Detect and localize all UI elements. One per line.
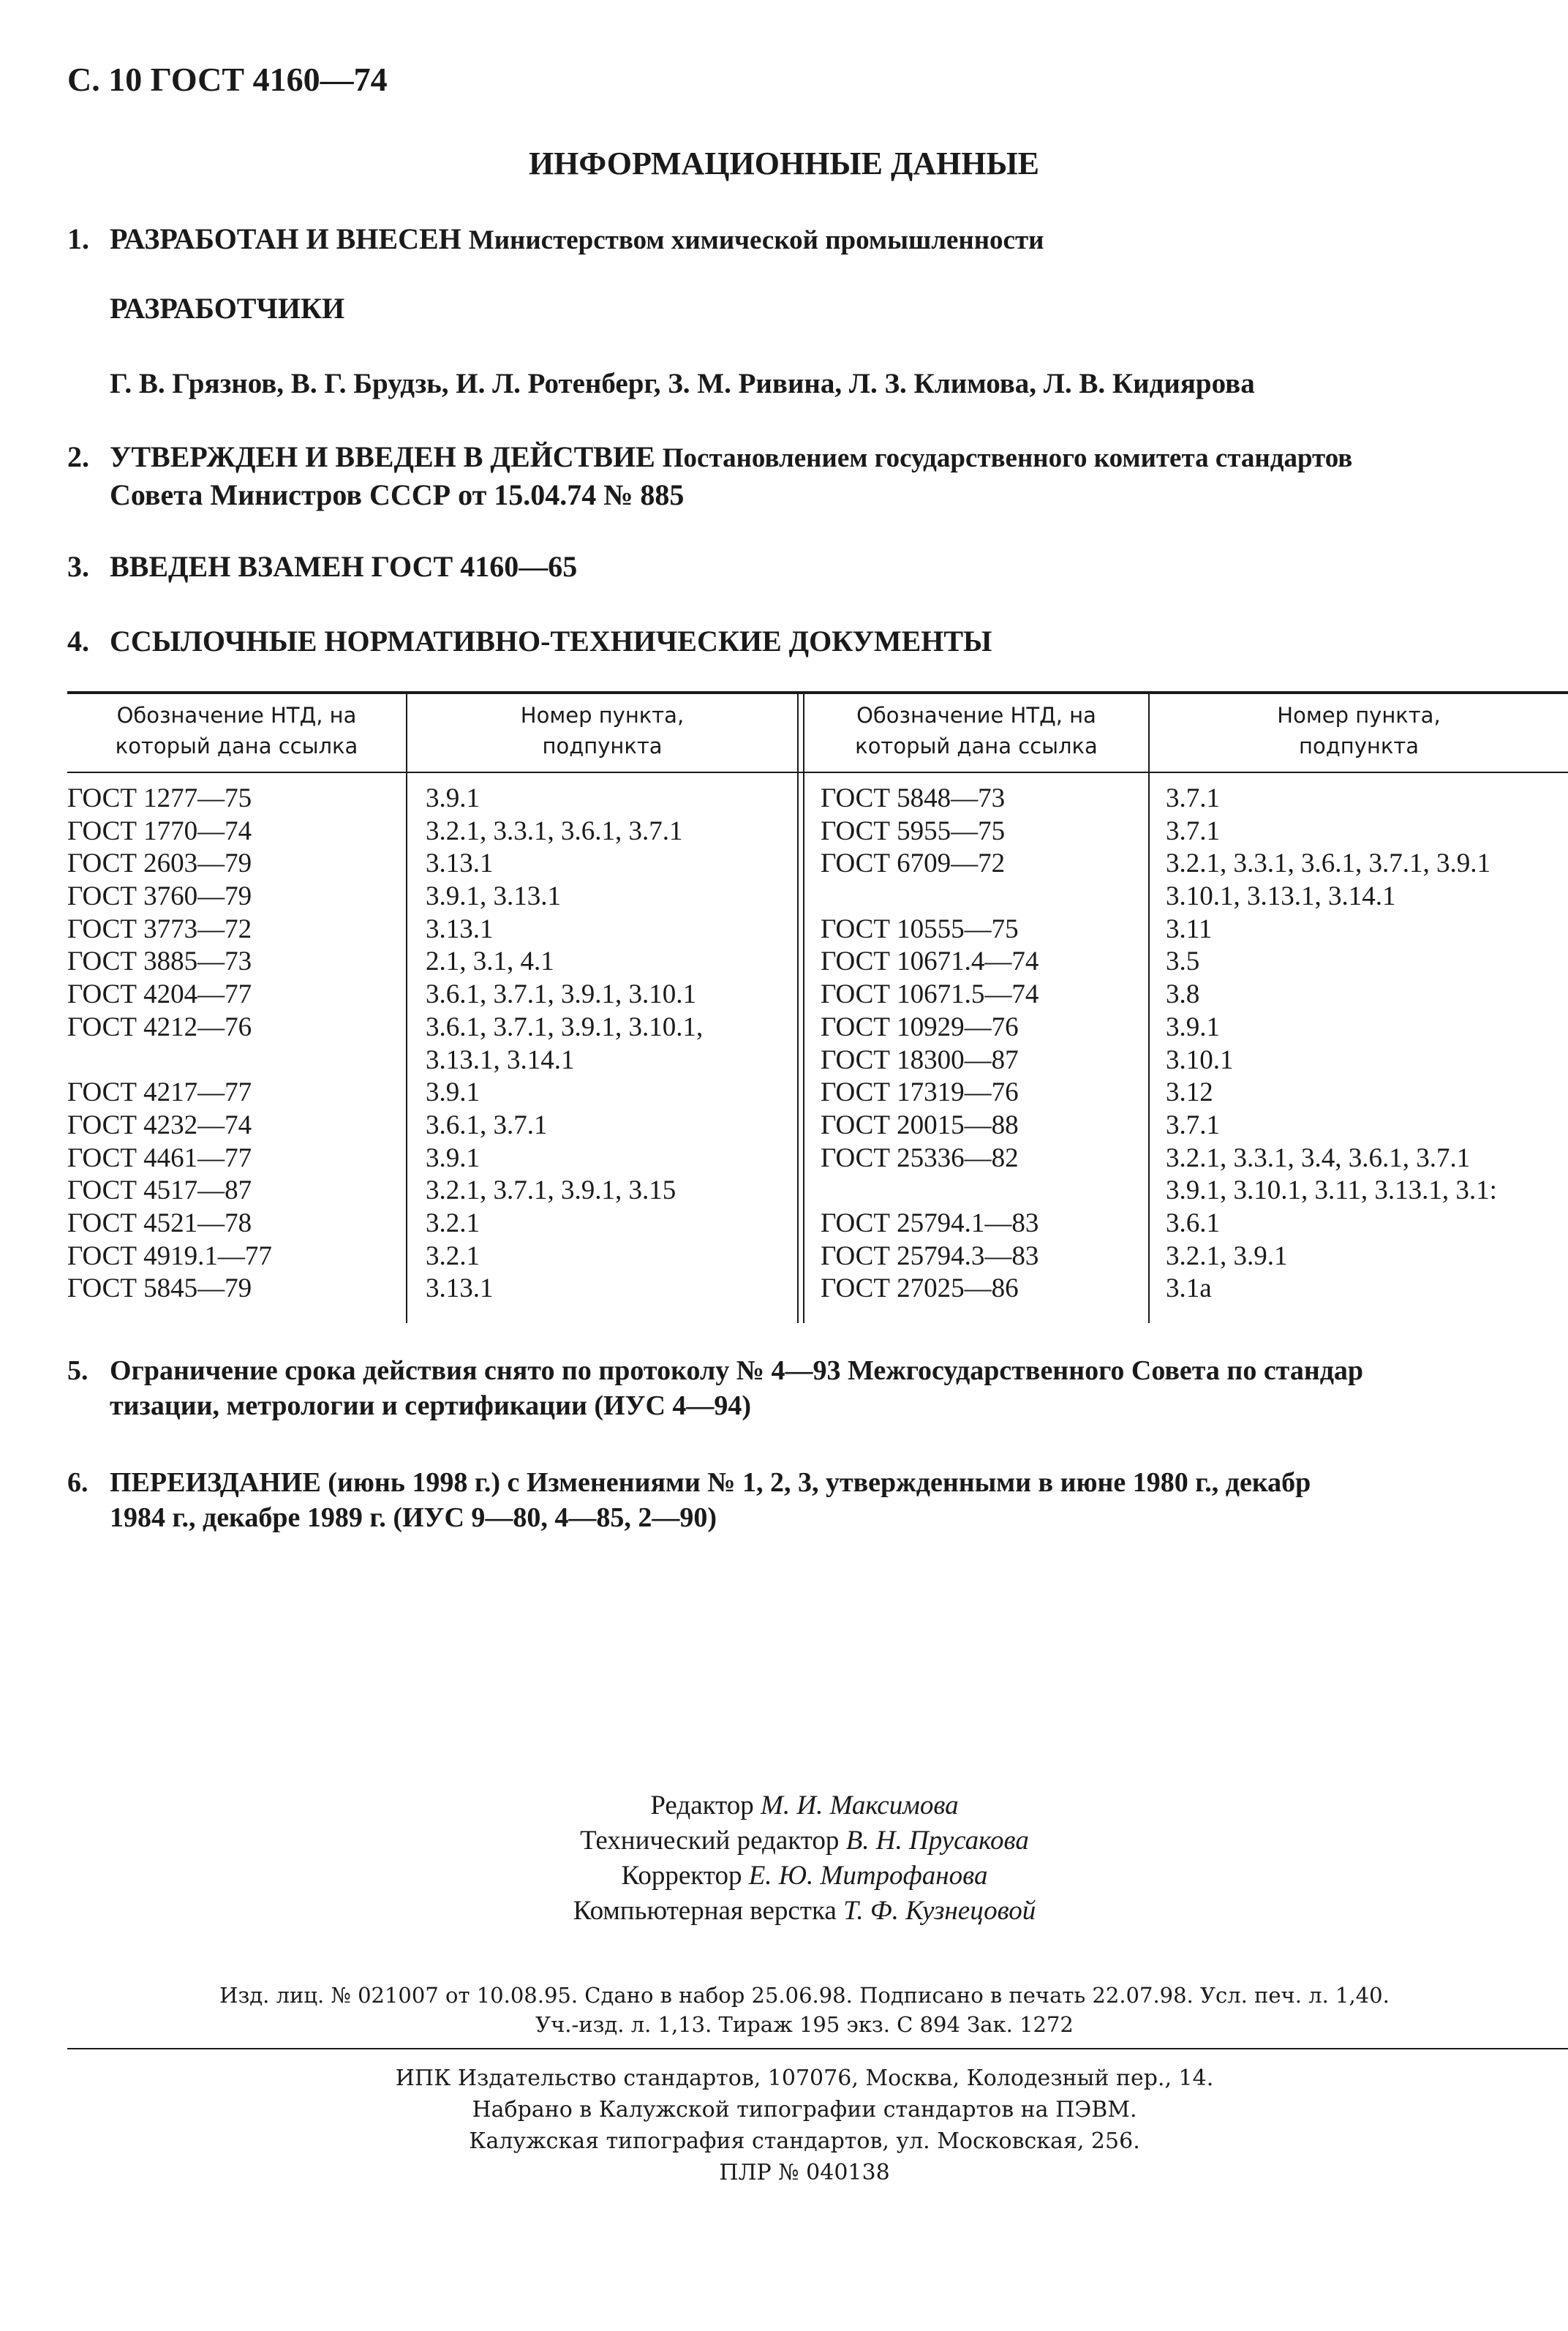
table-cell-doc: ГОСТ 5848—73 — [821, 783, 1006, 813]
table-cell-clause: 3.1а — [1166, 1273, 1212, 1304]
table-cell-doc — [821, 1175, 1039, 1208]
table-cell-doc: ГОСТ 4919.1—77 — [67, 1240, 272, 1271]
table-cell-doc: ГОСТ 6709—72 — [821, 848, 1006, 879]
section-title: ИНФОРМАЦИОННЫЕ ДАННЫЕ — [528, 146, 1040, 181]
table-cell-clause: 3.2.1, 3.7.1, 3.9.1, 3.15 — [426, 1175, 676, 1206]
table-cell-doc: ГОСТ 4204—77 — [67, 979, 252, 1010]
table-cell-clause: 3.13.1, 3.14.1 — [426, 1044, 575, 1075]
column-left-docs — [67, 783, 272, 1306]
table-cell-clause: 3.8 — [1166, 979, 1200, 1010]
table-cell-clause: 3.9.1, 3.10.1, 3.11, 3.13.1, 3.1: — [1166, 1175, 1497, 1206]
table-cell-doc: ГОСТ 10555—75 — [821, 914, 1019, 944]
item-text: ВВЕДЕН ВЗАМЕН ГОСТ 4160—65 — [110, 550, 578, 583]
table-top-rule — [67, 691, 1568, 694]
item-text: Ограничение срока действия снято по протоколу № 4—93 Межгосударственного Совета по стандар — [110, 1355, 1364, 1386]
item-3 — [67, 549, 1524, 585]
credit-name: Е. Ю. Митрофанова — [748, 1861, 988, 1891]
table-cell-clause: 3.13.1 — [426, 1273, 494, 1304]
table-cell-clause: 3.6.1, 3.7.1, 3.9.1, 3.10.1 — [426, 979, 696, 1010]
item-number: 5. — [67, 1355, 88, 1386]
table-cell-clause: 3.6.1 — [1166, 1208, 1220, 1238]
credit-tech-editor — [0, 1823, 1568, 1859]
item-2 — [67, 439, 1524, 513]
table-cell-doc: ГОСТ 17319—76 — [821, 1077, 1019, 1108]
item-text: ПЕРЕИЗДАНИЕ (июнь 1998 г.) с Изменениями № 1, 2, 3, утвержденными в июне 1980 г., декабр — [110, 1467, 1311, 1498]
table-cell-doc: ГОСТ 25794.1—83 — [821, 1208, 1039, 1238]
table-divider — [406, 691, 407, 1323]
table-cell-clause: 3.7.1 — [1166, 783, 1220, 813]
running-header: С. 10 ГОСТ 4160—74 — [67, 61, 388, 98]
table-divider — [803, 691, 804, 1323]
header-line: который дана ссылка — [855, 734, 1098, 758]
developers-heading: РАЗРАБОТЧИКИ — [110, 292, 345, 325]
table-cell-clause: 3.5 — [1166, 946, 1200, 977]
publisher-line: Калужская типография стандартов, ул. Московская, 256. — [469, 2128, 1140, 2154]
table-cell-clause: 3.2.1, 3.3.1, 3.6.1, 3.7.1 — [426, 816, 683, 846]
table-cell-doc: ГОСТ 3760—79 — [67, 881, 252, 912]
table-cell-clause: 3.9.1, 3.13.1 — [426, 881, 561, 912]
table-cell-clause: 3.11 — [1166, 914, 1213, 944]
table-cell-doc: ГОСТ 25794.3—83 — [821, 1240, 1039, 1271]
table-cell-doc: ГОСТ 1277—75 — [67, 783, 252, 813]
table-cell-doc: ГОСТ 10671.5—74 — [821, 979, 1039, 1010]
header-doc-left — [67, 700, 406, 761]
table-header-rule — [67, 772, 1568, 773]
credit-role: Компьютерная верстка — [573, 1896, 837, 1926]
table-cell-doc: ГОСТ 10671.4—74 — [821, 946, 1039, 977]
credit-name: М. И. Максимова — [761, 1790, 959, 1820]
item-number: 2. — [67, 440, 89, 473]
credit-editor — [0, 1788, 1568, 1823]
item-5 — [67, 1353, 1553, 1423]
table-cell-clause: 3.6.1, 3.7.1, 3.9.1, 3.10.1, — [426, 1012, 704, 1042]
table-cell-doc: ГОСТ 3885—73 — [67, 946, 252, 977]
item-text-line2: Совета Министров СССР от 15.04.74 № 885 — [110, 478, 685, 511]
item-lead: РАЗРАБОТАН И ВНЕСЕН — [110, 222, 461, 255]
credit-role: Корректор — [621, 1861, 742, 1891]
header-line: который дана ссылка — [115, 734, 358, 758]
column-right-clauses — [1166, 783, 1497, 1306]
table-cell-clause: 3.2.1, 3.9.1 — [1166, 1240, 1288, 1271]
table-cell-clause: 3.9.1 — [1166, 1012, 1220, 1042]
header-doc-right — [804, 700, 1148, 761]
imprint-rule — [67, 2048, 1568, 2049]
table-cell-doc: ГОСТ 27025—86 — [821, 1273, 1019, 1304]
credit-name: Т. Ф. Кузнецовой — [843, 1896, 1036, 1926]
table-cell-clause: 3.10.1 — [1166, 1044, 1234, 1075]
publisher-line: ИПК Издательство стандартов, 107076, Москва, Колодезный пер., 14. — [395, 2065, 1214, 2091]
table-cell-clause: 3.9.1 — [426, 783, 480, 813]
item-text: Министерством химической промышленности — [468, 225, 1044, 255]
item-number: 6. — [67, 1467, 88, 1498]
imprint-line: Изд. лиц. № 021007 от 10.08.95. Сдано в набор 25.06.98. Подписано в печать 22.07.98. Усл. печ. л. 1,40. — [219, 1983, 1390, 2008]
column-left-clauses — [426, 783, 703, 1306]
table-cell-clause: 3.2.1 — [426, 1208, 480, 1238]
table-cell-doc: ГОСТ 25336—82 — [821, 1142, 1019, 1173]
table-cell-doc — [67, 1044, 272, 1077]
table-divider — [797, 691, 799, 1323]
header-line: подпункта — [542, 734, 663, 758]
table-cell-doc: ГОСТ 5845—79 — [67, 1273, 252, 1304]
table-cell-clause: 3.2.1, 3.3.1, 3.6.1, 3.7.1, 3.9.1 — [1166, 848, 1490, 879]
table-cell-doc: ГОСТ 4212—76 — [67, 1012, 252, 1042]
table-cell-doc: ГОСТ 3773—72 — [67, 914, 252, 944]
table-cell-doc: ГОСТ 10929—76 — [821, 1012, 1019, 1042]
table-cell-doc: ГОСТ 20015—88 — [821, 1110, 1019, 1140]
imprint-line: Уч.-изд. л. 1,13. Тираж 195 экз. С 894 Зак. 1272 — [535, 2012, 1074, 2037]
item-6 — [67, 1465, 1553, 1535]
publisher-line: ПЛР № 040138 — [719, 2160, 890, 2185]
table-cell-doc: ГОСТ 4517—87 — [67, 1175, 252, 1206]
table-cell-doc: ГОСТ 2603—79 — [67, 848, 252, 879]
table-cell-clause: 3.9.1 — [426, 1142, 480, 1173]
header-line: Номер пункта, — [520, 703, 685, 728]
table-cell-doc — [821, 881, 1039, 914]
table-cell-clause: 3.7.1 — [1166, 1110, 1220, 1140]
item-number: 1. — [67, 222, 89, 255]
publisher-info — [0, 2063, 1568, 2188]
developers-list: Г. В. Грязнов, В. Г. Брудзь, И. Л. Ротенберг, З. М. Ривина, Л. З. Климова, Л. В. Кидиярова — [110, 368, 1255, 399]
table-cell-clause: 3.13.1 — [426, 914, 494, 944]
table-cell-doc: ГОСТ 4217—77 — [67, 1077, 252, 1108]
table-cell-clause: 2.1, 3.1, 4.1 — [426, 946, 554, 977]
column-right-docs — [821, 783, 1039, 1306]
table-cell-doc: ГОСТ 4461—77 — [67, 1142, 252, 1173]
table-cell-doc: ГОСТ 4521—78 — [67, 1208, 252, 1238]
imprint — [0, 1981, 1568, 2039]
item-text: ССЫЛОЧНЫЕ НОРМАТИВНО-ТЕХНИЧЕСКИЕ ДОКУМЕНТЫ — [110, 625, 992, 658]
table-cell-clause: 3.10.1, 3.13.1, 3.14.1 — [1166, 881, 1396, 912]
header-line: подпункта — [1298, 734, 1420, 758]
table-cell-clause: 3.9.1 — [426, 1077, 480, 1108]
header-line: Обозначение НТД, на — [116, 703, 357, 728]
credits-block — [0, 1788, 1568, 1929]
item-number: 4. — [67, 625, 89, 658]
header-clause-left — [407, 700, 797, 761]
credit-role: Технический редактор — [580, 1826, 840, 1856]
item-number: 3. — [67, 550, 89, 583]
item-1 — [67, 221, 1524, 259]
table-cell-clause: 3.2.1 — [426, 1240, 480, 1271]
item-text-line2: 1984 г., декабре 1989 г. (ИУС 9—80, 4—85, 2—90) — [110, 1502, 717, 1533]
table-cell-doc: ГОСТ 1770—74 — [67, 816, 252, 846]
header-clause-right — [1150, 700, 1568, 761]
publisher-line: Набрано в Калужской типографии стандартов на ПЭВМ. — [472, 2097, 1137, 2123]
item-4 — [67, 623, 1524, 660]
table-cell-clause: 3.12 — [1166, 1077, 1213, 1108]
table-cell-clause: 3.7.1 — [1166, 816, 1220, 846]
table-cell-clause: 3.6.1, 3.7.1 — [426, 1110, 548, 1140]
item-text-line2: тизации, метрологии и сертификации (ИУС 4—94) — [110, 1390, 752, 1421]
table-divider — [1148, 691, 1150, 1323]
item-lead: УТВЕРЖДЕН И ВВЕДЕН В ДЕЙСТВИЕ — [110, 440, 655, 473]
credit-layout — [0, 1894, 1568, 1929]
table-cell-doc: ГОСТ 5955—75 — [821, 816, 1006, 846]
table-cell-clause: 3.13.1 — [426, 848, 494, 879]
table-cell-doc: ГОСТ 18300—87 — [821, 1044, 1019, 1075]
credit-role: Редактор — [650, 1790, 754, 1820]
header-line: Обозначение НТД, на — [856, 703, 1096, 728]
table-cell-doc: ГОСТ 4232—74 — [67, 1110, 252, 1140]
item-text: Постановлением государственного комитета стандартов — [662, 443, 1353, 473]
header-line: Номер пункта, — [1277, 703, 1441, 728]
credit-proofreader — [0, 1859, 1568, 1894]
table-cell-clause: 3.2.1, 3.3.1, 3.4, 3.6.1, 3.7.1 — [1166, 1142, 1471, 1173]
credit-name: В. Н. Прусакова — [845, 1826, 1029, 1856]
